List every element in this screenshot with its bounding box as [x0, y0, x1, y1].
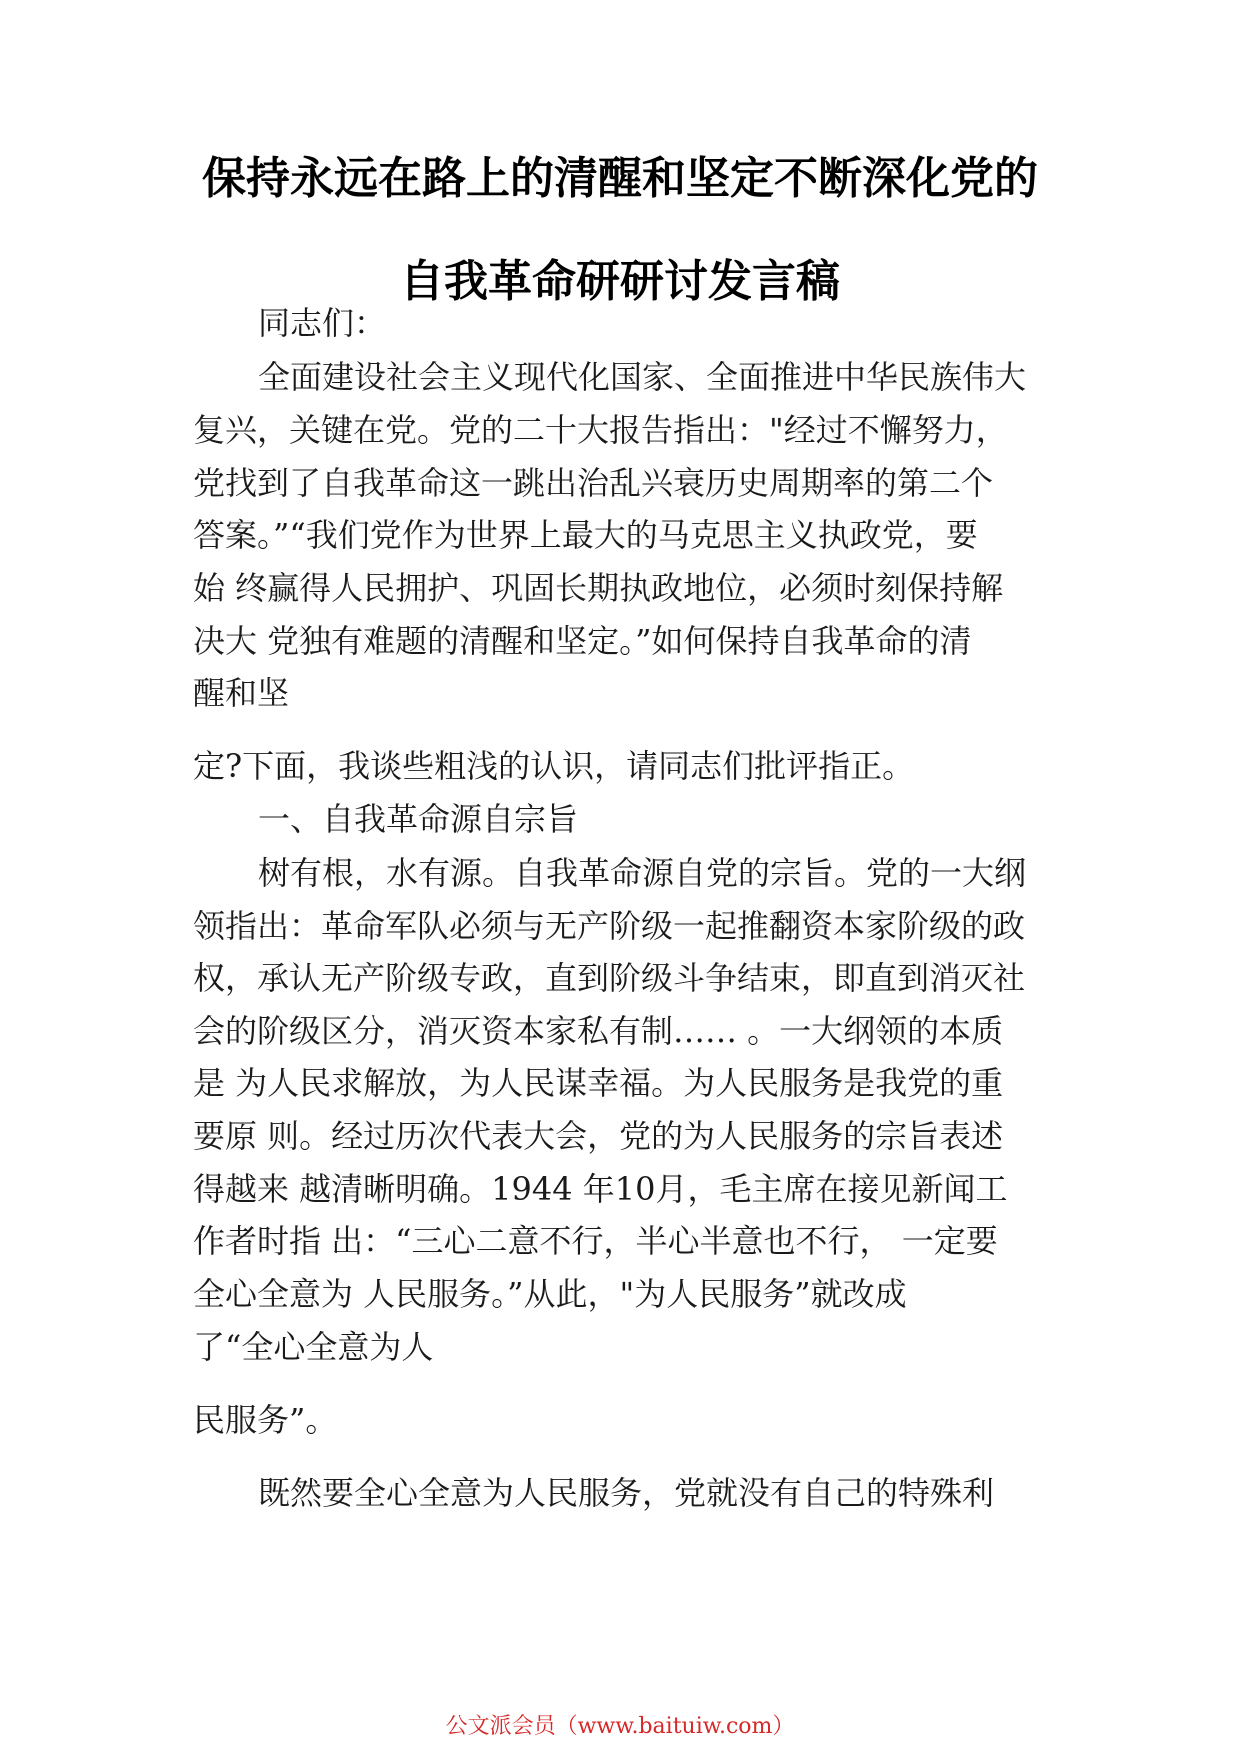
paragraph-line: 复兴，关键在党。党的二十大报告指出："经过不懈努力， [193, 411, 1008, 449]
paragraph-line: 会的阶级区分，消灭资本家私有制…… 。一大纲领的本质 [193, 1012, 1004, 1050]
paragraph-line: 决大 党独有难题的清醒和坚定。”如何保持自我革命的清 [193, 622, 972, 660]
paragraph-line: 全心全意为 人民服务。”从此，"为人民服务”就改成 [193, 1275, 907, 1313]
paragraph-line: 要原 则。经过历次代表大会，党的为人民服务的宗旨表述 [193, 1117, 1004, 1155]
paragraph-line: 醒和坚 [193, 674, 290, 712]
paragraph-line: 民服务”。 [193, 1401, 338, 1439]
paragraph-line: 了“全心全意为人 [193, 1328, 434, 1366]
paragraph-line: 树有根，水有源。自我革命源自党的宗旨。党的一大纲 [258, 854, 1027, 892]
paragraph-line: 始 终赢得人民拥护、巩固长期执政地位，必须时刻保持解 [193, 569, 1004, 607]
paragraph-line: 全面建设社会主义现代化国家、全面推进中华民族伟大 [258, 358, 1027, 396]
salutation: 同志们： [258, 304, 387, 342]
title-line-2: 自我革命研研讨发言稿 [400, 256, 840, 307]
title-line-1: 保持永远在路上的清醒和坚定不断深化党的 [202, 153, 1038, 204]
paragraph-line: 党找到了自我革命这一跳出治乱兴衰历史周期率的第二个 [193, 464, 994, 502]
paragraph-line: 领指出：革命军队必须与无产阶级一起推翻资本家阶级的政 [193, 907, 1026, 945]
footer-watermark-link[interactable]: 公文派会员（www.baituiw.com） [445, 1714, 795, 1739]
paragraph-line: 是 为人民求解放，为人民谋幸福。为人民服务是我党的重 [193, 1064, 1004, 1102]
section-heading: 一、自我革命源自宗旨 [258, 800, 579, 838]
paragraph-line: 既然要全心全意为人民服务，党就没有自己的特殊利 [258, 1474, 995, 1512]
paragraph-line: 作者时指 出：“三心二意不行，半心半意也不行， 一定要 [193, 1222, 998, 1260]
paragraph-line: 权，承认无产阶级专政，直到阶级斗争结束，即直到消灭社 [193, 959, 1026, 997]
paragraph-line: 定?下面，我谈些粗浅的认识，请同志们批评指正。 [193, 747, 915, 785]
paragraph-line: 答案。”“我们党作为世界上最大的马克思主义执政党，要 [193, 516, 978, 554]
paragraph-line: 得越来 越清晰明确。1944 年10月，毛主席在接见新闻工 [193, 1170, 1008, 1208]
